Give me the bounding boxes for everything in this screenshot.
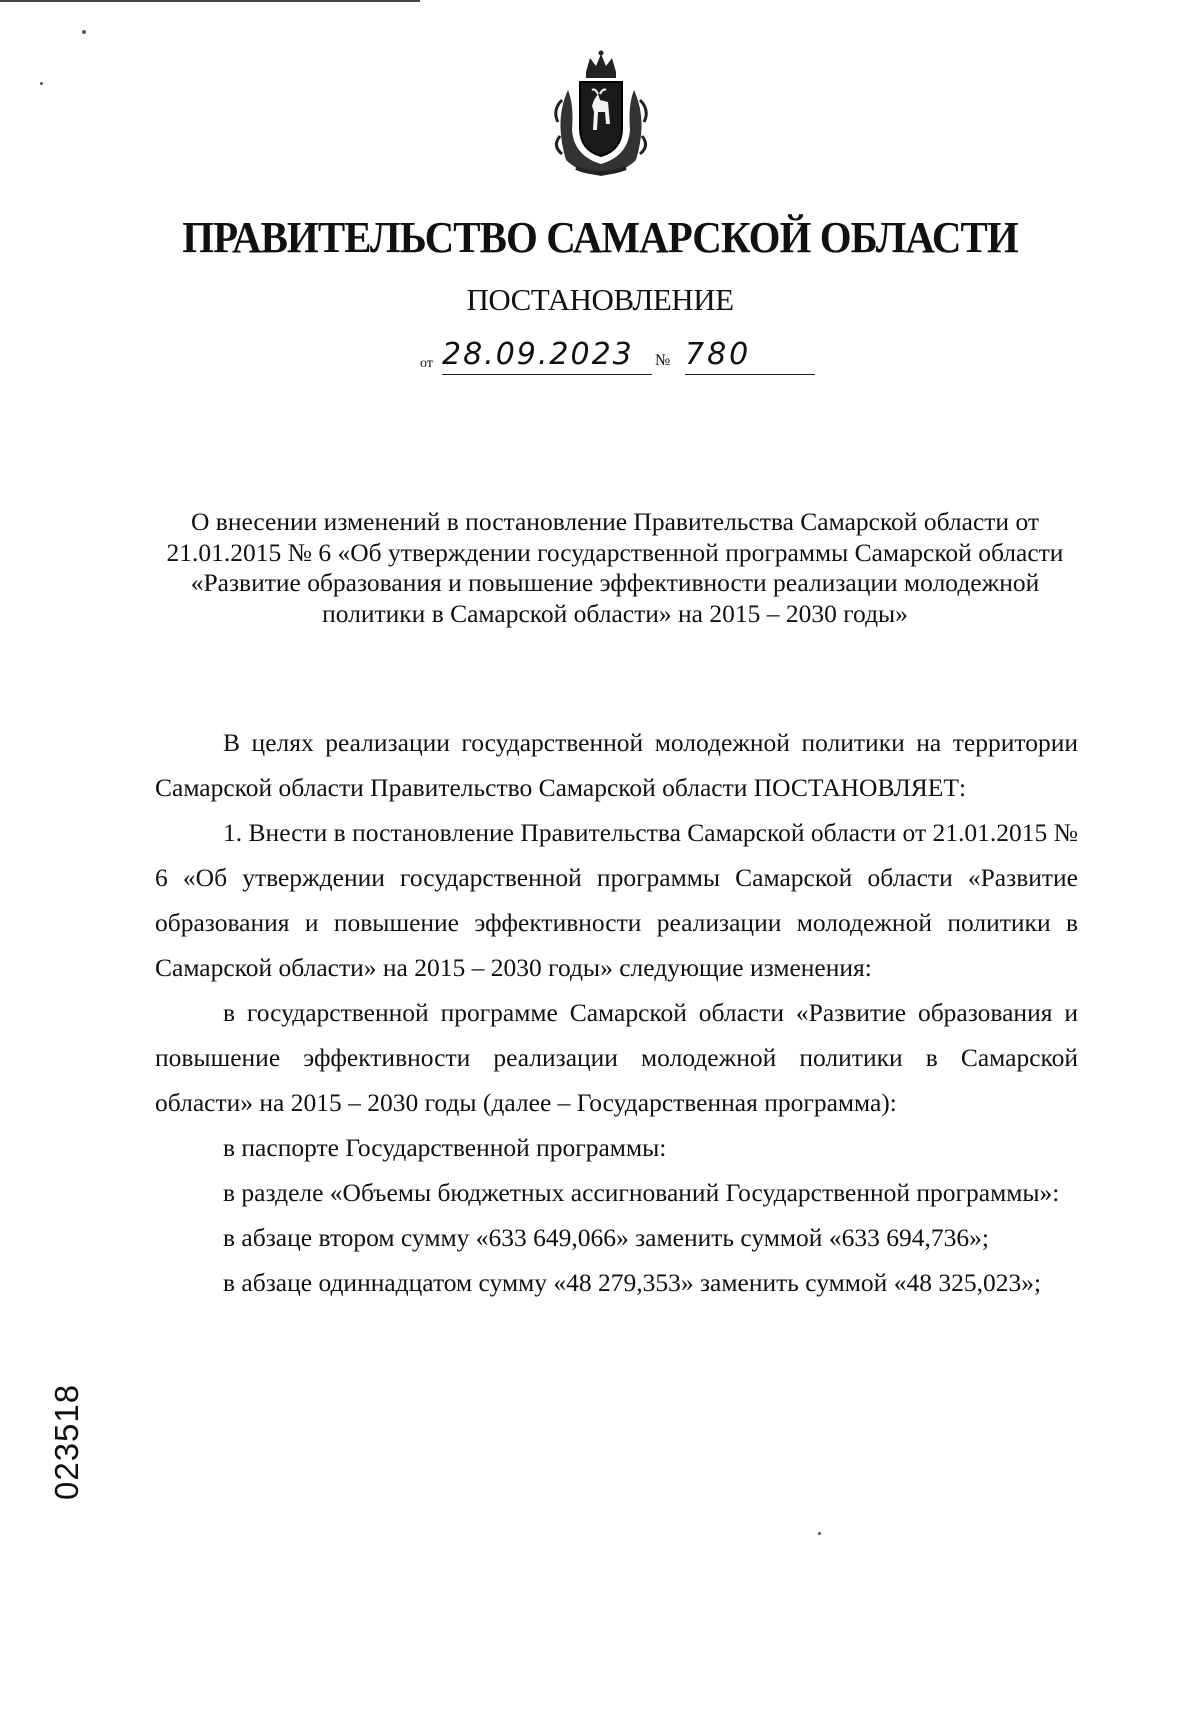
date-number-row [415,338,815,378]
scan-speck [40,82,43,85]
paragraph-eleven-change: в абзаце одиннадцатом сумму «48 279,353» заменить суммой «48 325,023»; [223,1268,1042,1297]
document-body [155,720,1078,1305]
samara-coat-of-arms-icon [548,50,654,178]
item-1-paragraph: 1. Внести в постановление Правительства Самарской области от 21.01.2015 № 6 «Об утверждении государственной программы Самарской области «Развитие образования и повышение эффективности реализации молодежной политики в Самарской области» на 2015 – 2030 годы» следующие изменения: [155,818,1078,982]
scan-speck [818,1532,821,1535]
scan-speck [82,30,86,34]
budget-section-paragraph: в разделе «Объемы бюджетных ассигнований Государственной программы»: [223,1178,1060,1207]
serial-number: 023518 [48,1383,85,1500]
program-paragraph: в государственной программе Самарской области «Развитие образования и повышение эффективности реализации молодежной политики в Самарской области» на 2015 – 2030 годы (далее – Государственная программа): [155,998,1078,1117]
passport-paragraph: в паспорте Государственной программы: [223,1133,667,1162]
document-type: ПОСТАНОВЛЕНИЕ [466,282,734,317]
scan-edge-line [0,0,420,2]
paragraph-two-change: в абзаце втором сумму «633 649,066» заменить суммой «633 694,736»; [223,1223,989,1252]
document-subject: О внесении изменений в постановление Правительства Самарской области от 21.01.2015 № 6 «Об утверждении государственной программы Самарской области «Развитие образования и повышение эффективности реализации молодежной политики в Самарской области» на 2015 – 2030 годы» [166,507,1064,628]
date-prefix: от [420,356,433,371]
number-prefix: № [655,352,671,369]
organization-title: ПРАВИТЕЛЬСТВО САМАРСКОЙ ОБЛАСТИ [182,213,1018,262]
document-number: 780 [685,338,815,375]
preamble-paragraph: В целях реализации государственной молодежной политики на территории Самарской области Правительство Самарской области ПОСТАНОВЛЯЕТ: [155,728,1078,802]
document-date: 28.09.2023 [442,338,652,375]
